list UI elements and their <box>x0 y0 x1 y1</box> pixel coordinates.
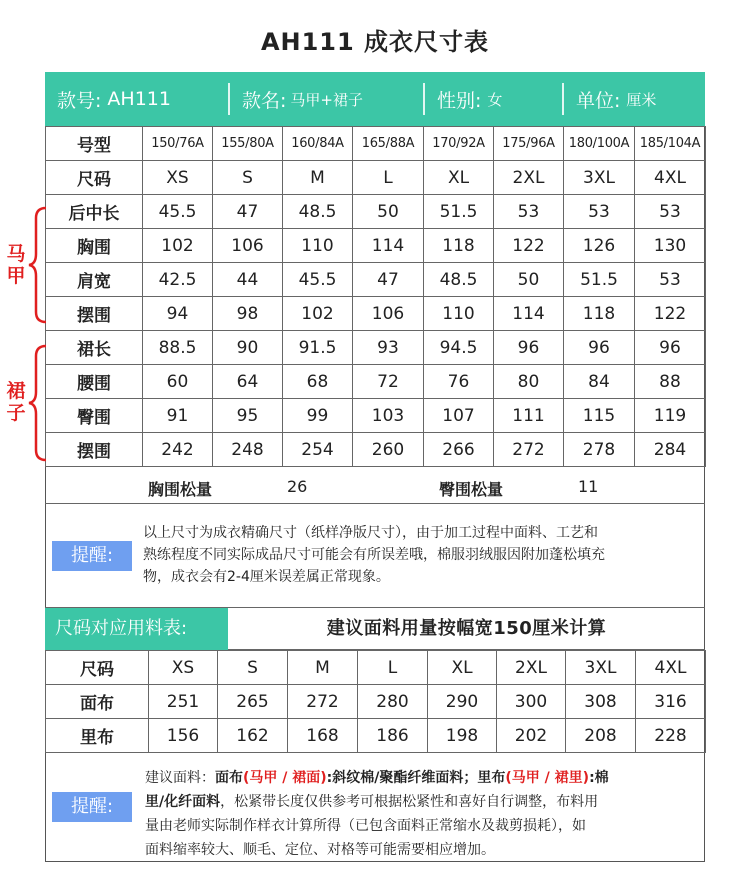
table-cell: 48.5 <box>424 263 494 297</box>
usage-fabric-row <box>46 685 706 719</box>
reminder-text-2 <box>145 766 701 862</box>
usage-tag: 尺码对应用料表: <box>45 608 228 650</box>
table-cell: 51.5 <box>564 263 635 297</box>
vest-measure-row <box>46 297 706 331</box>
table-cell: 265 <box>218 685 288 719</box>
table-cell: 114 <box>353 229 424 263</box>
table-cell: 118 <box>424 229 494 263</box>
reminder2-text: 里/化纤面料 <box>145 794 221 810</box>
reminder2-highlight: (马甲 / 裙里) <box>505 770 590 786</box>
unit-cell <box>564 72 704 126</box>
table-cell: 185/104A <box>635 127 706 161</box>
skirt-measure-row <box>46 331 706 365</box>
style-name-value: 马甲+裙子 <box>290 90 363 109</box>
table-cell: 72 <box>353 365 424 399</box>
table-cell: 80 <box>494 365 564 399</box>
table-cell: 198 <box>428 719 497 753</box>
table-cell: 84 <box>564 365 635 399</box>
table-cell: 162 <box>218 719 288 753</box>
table-cell: 316 <box>636 685 706 719</box>
vest-measure-row <box>46 229 706 263</box>
ease-row <box>45 470 705 504</box>
row-label: 尺码 <box>46 161 143 195</box>
table-cell: 130 <box>635 229 706 263</box>
reminder2-line4: 面料缩率较大、顺毛、定位、对格等可能需要相应增加。 <box>145 842 495 858</box>
reminder2-text: 里布 <box>477 770 506 786</box>
usage-title: 建议面料用量按幅宽150厘米计算 <box>326 618 607 639</box>
table-cell: 45.5 <box>283 263 353 297</box>
skirt-label <box>6 380 26 424</box>
table-cell: 284 <box>635 433 706 467</box>
vest-label-top: 马 <box>6 243 26 265</box>
skirt-label-bottom: 子 <box>6 402 26 424</box>
table-cell: 119 <box>635 399 706 433</box>
vest-measure-row <box>46 195 706 229</box>
reminder2-line3: 量由老师实际制作样衣计算所得（已包含面料正常缩水及裁剪损耗），如 <box>145 818 586 834</box>
table-cell: L <box>358 651 428 685</box>
table-cell: XL <box>428 651 497 685</box>
table-cell: 251 <box>149 685 218 719</box>
table-cell: 186 <box>358 719 428 753</box>
reminder-box-1 <box>45 504 705 608</box>
row-label: 裙长 <box>46 331 143 365</box>
reminder2-line1 <box>145 766 701 790</box>
skirt-measure-row <box>46 365 706 399</box>
table-cell: 53 <box>494 195 564 229</box>
table-cell: 165/88A <box>353 127 424 161</box>
table-cell: 170/92A <box>424 127 494 161</box>
table-cell: 290 <box>428 685 497 719</box>
skirt-label-top: 裙 <box>6 380 26 402</box>
table-cell: 118 <box>564 297 635 331</box>
table-cell: 42.5 <box>143 263 213 297</box>
table-cell: 50 <box>353 195 424 229</box>
table-cell: 96 <box>494 331 564 365</box>
table-cell: 272 <box>288 685 358 719</box>
reminder2-text: 建议面料： <box>145 770 215 786</box>
table-cell: 111 <box>494 399 564 433</box>
skirt-measure-row <box>46 433 706 467</box>
table-cell: 90 <box>213 331 283 365</box>
gender-value: 女 <box>487 90 503 109</box>
table-cell: 94.5 <box>424 331 494 365</box>
table-cell: 2XL <box>497 651 566 685</box>
vest-brace <box>28 206 50 324</box>
row-label: 胸围 <box>46 229 143 263</box>
gender-label: 性别: <box>437 89 482 112</box>
skirt-brace <box>28 344 50 462</box>
table-cell: L <box>353 161 424 195</box>
table-cell: 155/80A <box>213 127 283 161</box>
table-cell: 102 <box>283 297 353 331</box>
table-cell: 248 <box>213 433 283 467</box>
size-row <box>46 161 706 195</box>
table-cell: 91 <box>143 399 213 433</box>
row-label: 里布 <box>46 719 149 753</box>
table-cell: 4XL <box>636 651 706 685</box>
chest-ease-label: 胸围松量 <box>148 480 213 499</box>
table-cell: 2XL <box>494 161 564 195</box>
vest-label-bottom: 甲 <box>6 265 26 287</box>
table-cell: 107 <box>424 399 494 433</box>
reminder2-text: :棉 <box>589 770 609 786</box>
reminder2-text: 面布 <box>215 770 243 786</box>
reminder-text-1 <box>143 522 699 588</box>
table-cell: 48.5 <box>283 195 353 229</box>
reminder-line: 熟练程度不同实际成品尺寸可能会有所误差哦，棉服羽绒服因附加蓬松填充 <box>143 547 605 563</box>
table-cell: 53 <box>564 195 635 229</box>
style-no-value: AH111 <box>107 88 171 110</box>
table-cell: M <box>288 651 358 685</box>
table-cell: 175/96A <box>494 127 564 161</box>
page-title: AH111 成衣尺寸表 <box>260 28 490 56</box>
reminder2-line2 <box>145 790 701 814</box>
table-cell: 308 <box>566 685 636 719</box>
table-cell: 278 <box>564 433 635 467</box>
table-cell: S <box>218 651 288 685</box>
table-cell: 47 <box>213 195 283 229</box>
table-cell: 50 <box>494 263 564 297</box>
table-cell: 208 <box>566 719 636 753</box>
usage-header <box>45 608 705 650</box>
table-cell: XS <box>143 161 213 195</box>
table-cell: XL <box>424 161 494 195</box>
table-cell: 272 <box>494 433 564 467</box>
table-cell: 88 <box>635 365 706 399</box>
reminder-tag-2: 提醒: <box>52 792 132 822</box>
table-cell: 242 <box>143 433 213 467</box>
table-cell: 76 <box>424 365 494 399</box>
table-cell: 96 <box>564 331 635 365</box>
table-cell: 156 <box>149 719 218 753</box>
row-label: 摆围 <box>46 433 143 467</box>
table-cell: 93 <box>353 331 424 365</box>
table-cell: 45.5 <box>143 195 213 229</box>
table-cell: 106 <box>353 297 424 331</box>
usage-fabric-row <box>46 719 706 753</box>
table-cell: 114 <box>494 297 564 331</box>
table-cell: 103 <box>353 399 424 433</box>
reminder-line: 以上尺寸为成衣精确尺寸（纸样净版尺寸），由于加工过程中面料、工艺和 <box>143 525 598 541</box>
table-cell: 168 <box>288 719 358 753</box>
table-cell: 60 <box>143 365 213 399</box>
table-cell: 47 <box>353 263 424 297</box>
reminder-tag-1: 提醒: <box>52 541 132 571</box>
table-cell: S <box>213 161 283 195</box>
table-cell: 88.5 <box>143 331 213 365</box>
hip-ease-label: 臀围松量 <box>439 480 504 499</box>
table-cell: 126 <box>564 229 635 263</box>
table-cell: 106 <box>213 229 283 263</box>
table-cell: 4XL <box>635 161 706 195</box>
row-label: 尺码 <box>46 651 149 685</box>
size-table <box>45 126 706 467</box>
table-cell: 180/100A <box>564 127 635 161</box>
table-cell: 266 <box>424 433 494 467</box>
table-cell: 300 <box>497 685 566 719</box>
chest-ease-value: 26 <box>287 477 308 496</box>
table-cell: 53 <box>635 195 706 229</box>
table-cell: 122 <box>635 297 706 331</box>
table-cell: 94 <box>143 297 213 331</box>
table-cell: 53 <box>635 263 706 297</box>
style-name-label: 款名: <box>242 89 287 112</box>
table-cell: 102 <box>143 229 213 263</box>
table-cell: 98 <box>213 297 283 331</box>
info-header <box>45 72 705 126</box>
unit-label: 单位: <box>576 89 621 112</box>
table-cell: 51.5 <box>424 195 494 229</box>
reminder2-text: ，松紧带长度仅供参考可根据松紧性和喜好自行调整，布料用 <box>220 794 599 810</box>
table-cell: 115 <box>564 399 635 433</box>
vest-measure-row <box>46 263 706 297</box>
row-label: 摆围 <box>46 297 143 331</box>
table-cell: 110 <box>283 229 353 263</box>
table-cell: 280 <box>358 685 428 719</box>
table-cell: 44 <box>213 263 283 297</box>
style-no-cell <box>45 72 228 126</box>
style-no-label: 款号: <box>57 89 102 112</box>
row-label: 肩宽 <box>46 263 143 297</box>
table-cell: 260 <box>353 433 424 467</box>
table-cell: 68 <box>283 365 353 399</box>
fabric-usage-table <box>45 650 706 753</box>
table-cell: 122 <box>494 229 564 263</box>
table-cell: 228 <box>636 719 706 753</box>
vest-label <box>6 243 26 287</box>
reminder2-highlight: (马甲 / 裙面) <box>243 770 327 786</box>
table-cell: 150/76A <box>143 127 213 161</box>
model-row <box>46 127 706 161</box>
row-label: 腰围 <box>46 365 143 399</box>
skirt-measure-row <box>46 399 706 433</box>
gender-cell <box>425 72 562 126</box>
table-cell: 91.5 <box>283 331 353 365</box>
reminder2-text: :斜纹棉/聚酯纤维面料； <box>326 770 478 786</box>
table-cell: 3XL <box>566 651 636 685</box>
row-label: 面布 <box>46 685 149 719</box>
table-cell: 64 <box>213 365 283 399</box>
hip-ease-value: 11 <box>578 477 599 496</box>
row-label: 臀围 <box>46 399 143 433</box>
table-cell: 160/84A <box>283 127 353 161</box>
table-cell: 110 <box>424 297 494 331</box>
table-cell: 95 <box>213 399 283 433</box>
reminder-line: 物，成衣会有2-4厘米误差属正常现象。 <box>143 569 390 585</box>
style-name-cell <box>230 72 423 126</box>
table-cell: 254 <box>283 433 353 467</box>
table-cell: 96 <box>635 331 706 365</box>
unit-value: 厘米 <box>626 90 657 109</box>
table-cell: XS <box>149 651 218 685</box>
table-cell: M <box>283 161 353 195</box>
table-cell: 99 <box>283 399 353 433</box>
row-label: 号型 <box>46 127 143 161</box>
table-cell: 202 <box>497 719 566 753</box>
usage-size-row <box>46 651 706 685</box>
row-label: 后中长 <box>46 195 143 229</box>
table-cell: 3XL <box>564 161 635 195</box>
